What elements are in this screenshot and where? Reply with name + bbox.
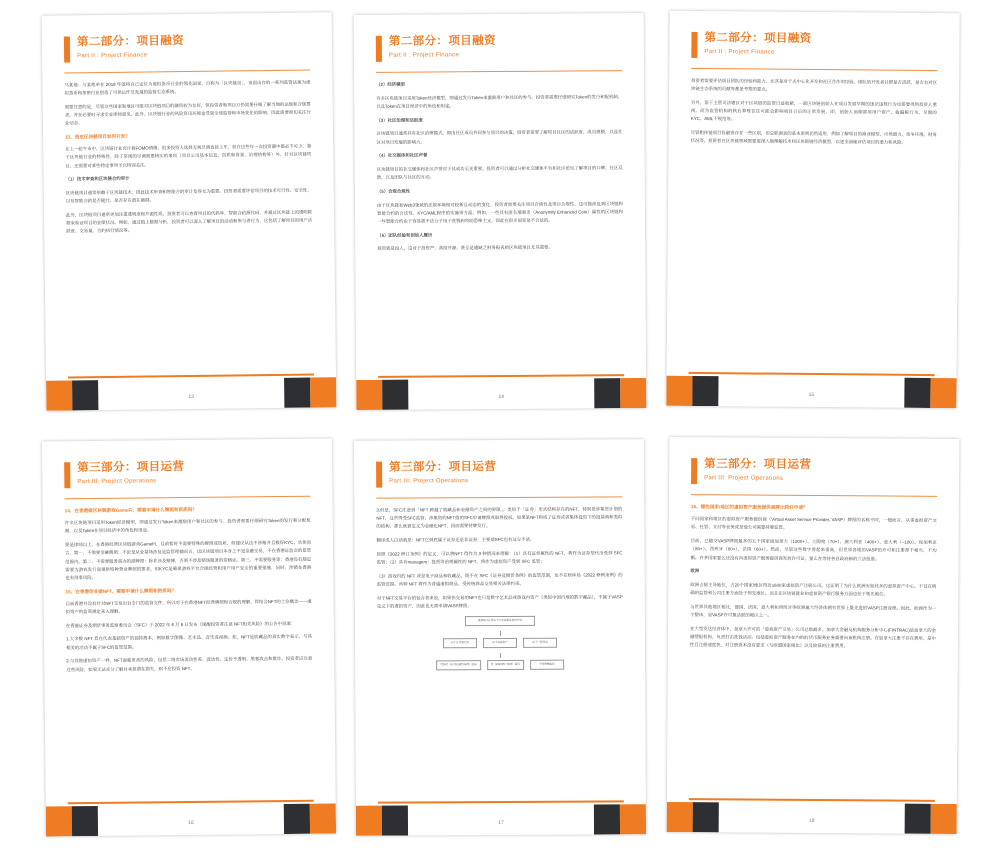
paragraph: 不同国家和地区的虚拟资产服务提供商（Virtual Asset Service Provider, VASP）牌照的名称不同，一般而言，从事虚拟资产交易、托管、支付等业务或是他公司需要持牌监管。 [690, 516, 937, 531]
paragraph: 在香港证券及期货事务监察委员会（SFC）于 2022 年 6 月 6 日发布《提醒投资者注意 NFT相关风险》的公告中说道： [65, 620, 296, 629]
flow-node: 不受金融监管 [530, 659, 564, 669]
paragraph: 翻译成人白话就是：NFT它到底属于证券还是非证券，主要部SFC也有这分不清。 [376, 536, 535, 543]
paragraph: 由于区块链和Web3领域的法规环境相对较新且动态的变化，投资者需要关注项目合规性及项目合规性。这可能涉及到区块链和智能合约的合法性、KYC/AML程序的实施等方面。例如，一些具有匿名增强币（Anonymity Enhanced Coin）属性的区块链和一些智能合约由于容易被不法分子用于洗钱和资助恐怖主义，因此在很多国家是不合法的。 [376, 200, 624, 224]
page-body [691, 77, 938, 153]
paragraph: 目前，已随交VASP牌照最多的五个国家组加拿大（1200+）、立陶宛（70+）、澳大利亚（400+）、意大利（~100）、保加利亚（80+）、西班牙（60+）、法国（60+）。然而，尽管这些数字看起来很高，但世界各地的VASP的许可和注册却不相当，不均衡。许多国家要么还没有向虚拟资产服务提供商发放许可证，要么在等待各自政府新的立法批准。 [690, 538, 937, 561]
page-footer [356, 368, 646, 410]
page-number: 15 [808, 391, 815, 399]
paragraph: 区块链项目通常依赖于区块链技术，因此技术审查和智能合约审计变得尤为重要。投资者需要评估项目的技术可行性、安全性，以及智能合约是否健壮，是否存在潜在漏洞。 [65, 187, 312, 204]
footer-rule [68, 373, 314, 378]
page-header [691, 31, 937, 60]
header-title-en: Part III: Project Operations [704, 475, 784, 482]
paragraph: 许多区块链项目采用Token经济模型，即通过发行Token来激励用户和社区的参与。投资者需要仔细研究Token的发行和分配机制，以及Token在项目经济中的角色和用途。 [64, 517, 311, 534]
question-heading: 16、哪些国家/地区的虚拟资产服务提供商牌比较好申请？ [690, 504, 808, 510]
header-accent-bar [64, 462, 70, 488]
header-title-cn: 第三部分：项目运营 [704, 458, 812, 471]
document-page[interactable] [354, 13, 647, 410]
header-title-en: Part III: Project Operations [389, 478, 469, 485]
paragraph: 此外，区块链项目通常更加注重透明度和开源性质。投资者可以查看项目的代码库、智能合约源代码，并通过区块链上的透明数据来验证项目的业绩状况。例如，通过链上数据分析，投资者可以深入了解项目的活动和参与者行为，这包括了解项目的用户活跃度、交易量、合约执行情况等。 [66, 209, 313, 234]
flow-node: 属于虚拟资产 [483, 637, 517, 647]
paragraph: 1.大多数 NFT 旨在代表基础资产的独特拷本，例如数字图像、艺术品、音乐或视频。如，NFT是收藏品的真实数字表示，与其相关的活动不属于SFC的监管范围。 [65, 634, 313, 650]
header-title-en: Part II : Project Finance [704, 49, 775, 56]
subheading: （1）技术审查和区块链合约审计 [65, 176, 130, 182]
document-page[interactable] [42, 12, 337, 411]
paragraph: 在大型发达经济体中，加拿大许可的「虚拟资产交易」公司总数最多。加拿大金融及机构服务分析中心(FINTRAC)是加拿大的金融情报机构，负责打击洗钱活动。包括虚拟资产服务在内的的货币服务业务需要向该机构注册。在加拿大注册不存在费用，是中性且注册速度快，对注册资本没有要求（与欧盟国家相比）以及较低的注册费用。 [689, 625, 937, 649]
header-title-en: Part II : Project Finance [388, 52, 460, 59]
paragraph: 需要注意的是，尽管这些国家和地区可能对区块链项目的融资较为友好，但投资者和项目方仍需要仔细了解当地的法规和合规要求，并在必要时寻求专业律师意见。此外，区块链行业的风险资讯环境也受到全球监管和市场变化的影响，因此需要密切关注行业动态。 [64, 101, 311, 126]
page-body [690, 503, 937, 657]
paragraph: 马某他：与某他单在 2018 年就将自己定位为虚拟货币行业的领先国家，自称为「区块链岛」，该国出台的一系列监管法案为虚拟货币和加密行业创造了可供运作及发展的监管生态系统。 [64, 79, 311, 96]
paragraph: 区块链项目的社交媒体和社区声誉对于其成功至关重要。投资者可以通过分析社交媒体平台和社区论坛了解项目的口碑、社区反馈，以及团队与社区的互动。 [376, 165, 623, 180]
flow-node: 属于一般商品 [523, 637, 557, 647]
paragraph: （3）游戏内的 NFT 或是电子商品和收藏品，既不在 SFC《证券及期货条例》的监管范围，也不在财库局《2022 修例条例》的监管范围。该种 NFT 将作为普通虚拟商品、受传统商品交易相关法律约束。 [376, 572, 623, 587]
subheading: （4）社交媒体和社区声誉 [376, 152, 428, 159]
page-footer [667, 792, 957, 834]
page-footer [666, 366, 956, 409]
paragraph: 3.但是，SFC注意到「NFT 跨越了收藏品和金融资产之间的界限」。类似于「证券」形式结构存在的NFT、特别是涉集资计划的NFT，这些得受SFC监管，涉集资的NFT值的SFC申请牌照或取得投权。如果某NFT构成了证券或者集体投资下的投基典和类似的结构，那么就被定义为金融化NFT，因而需要持牌发行。 [376, 506, 623, 530]
page-number: 18 [808, 817, 815, 825]
page-header [691, 457, 937, 486]
footer-rule [378, 374, 624, 377]
subheading: （5）合规合规性 [376, 188, 411, 194]
paragraph: 要是律师以上，在香港经营区块链游戏GameFi，目前暂时不需要特殊的牌照或资质，但建议从法不涉赌并且极好KYC。具体而言，第一、不需要金融牌照：不论是从业基场涉及是监管理辅而言，这区块链项目本身之不是金融交易，不在香港证监会的监管范围内。第二、不需要服务需办的游牌照：除非涉及赌博，否则不涉及赌场服务的资格证。第三、不需要服务等：香港没有规定需要为游戏发行商提供特种营业牌照的要求，但KYC是确保游戏平台合规经营和用户用户安全的重要措施，同时，涉赌在香港也有刑事风险。 [64, 539, 312, 581]
paragraph: 投资就是投人，这对于投资严、高度开源、甚至是逾缺乏财务报表的区块链项目尤其重要。 [377, 244, 553, 252]
paragraph: 欧洲占据主导地位，占20个国家/地区得近1600家虚拟资产注册公司。这证明了为什么欧洲有如此多的虚拟资产中心。不仅在明确的监管和公司注册方面处于领先地位。而且在区块链就业和虚拟资产银行服务方面也处于领先地位。 [690, 582, 937, 597]
header-title-cn: 第二部分：项目融资 [76, 35, 185, 49]
document-page[interactable] [354, 439, 646, 836]
paragraph: 区块链项目通常具有社区治理模式，即由社区成员共同参与项目的决策。投资者需要了解项目社区的活跃度、成员规模，以及社区对项目发展的影响力。 [376, 129, 623, 145]
subheading: （3）社区治理和活跃度 [376, 117, 423, 123]
page-body [64, 79, 312, 242]
header-accent-bar [691, 32, 697, 58]
footer-rule [689, 798, 935, 801]
header-title-en: Part III: Project Operations [77, 478, 157, 486]
footer-rule [689, 372, 935, 376]
page-header [376, 459, 622, 487]
document-page[interactable] [666, 11, 959, 409]
header-title-cn: 第二部分：项目融资 [704, 32, 812, 45]
page-number: 14 [498, 393, 505, 401]
header-title-cn: 第二部分：项目融资 [388, 35, 496, 48]
flow-node: 受SFC《证券及期货条例》监管 [436, 660, 480, 670]
paragraph: 按照《2022 修订条例》的定义，可以将NFT 得作为 3 种情况来理解：（1）具有证券属性的 NFT，将作为证券型代币受到 SFC 监管；（2）具有managers：投票等治理属性的 NFT，将作为虚拟资产受到 SFC 监管； [376, 550, 623, 565]
subheading: （2）经济模型 [376, 81, 405, 87]
header-rule [376, 70, 622, 73]
subheading: 欧洲 [690, 568, 700, 574]
header-accent-bar [376, 36, 382, 62]
page-footer [46, 367, 336, 411]
paragraph: 尽管粗传链项目投融资存在一些区别，但总职调查的基本原则仍然适用，例如了解项目的商业模型、市场潜力、竞争环境、财务状况等。投资者在区块链领域需要更深入地理解技术和区块链链经济模型，以更全面地评估项目的潜力和风险。 [690, 129, 937, 146]
question-heading: 13、选定区块链项目如何开发？ [65, 133, 130, 140]
page-header [64, 33, 310, 63]
flow-node: 属于证券型代币 [443, 638, 477, 648]
header-rule [376, 496, 622, 498]
paragraph: 与世界其他地区相比，德国、法国、意大利和西班牙等欧洲最大经济体拥有世界上最先进的VASP注册流程。因此，欧洲作为一个整体，是VASP许可最活跃的地区之一。 [690, 603, 937, 618]
document-page[interactable] [42, 438, 336, 836]
header-title-cn: 第三部分：项目运营 [77, 461, 185, 475]
page-number: 16 [188, 819, 194, 827]
nft-classification-flowchart [400, 615, 600, 670]
paragraph: 在上一轮牛市中，区块链行业充斥着FOMO情绪。很多投资人选择无视尽调直接上车，但在这些年一次投资潮中都必不可少。鉴于区块链行业的特殊性，除了常规的尽调需要核实的事项（项目公司基本信息、资质和背景、治理结构等）外，针对区块链项目，还需要对某些特定事项予以特别关注。 [65, 143, 312, 169]
footer-rule [378, 800, 624, 803]
header-accent-bar [64, 36, 70, 62]
page-footer [46, 793, 336, 836]
document-page[interactable] [667, 437, 960, 834]
paragraph: 目前香港并没有针对NFT交易出台专门的监管文件，所以对于在香港NFT经营牌照和合规的理解，得结合NFT的土位概念——虚拟资产的监管规定来入理解。 [65, 598, 312, 615]
header-accent-bar [691, 458, 697, 484]
page-body [376, 505, 623, 676]
header-title-cn: 第三部分：项目运营 [389, 461, 497, 474]
page-body [65, 505, 313, 680]
flow-node: 某项NFT是否属于证券或集体投资计划 [465, 615, 535, 625]
paragraph: 许多区块链项目采用Token经济模型，即通过发行Token来激励用户和社区的参与。投资者需要仔细研究Token的发行和配机制，以及Token在项目经济中的角色和用途。 [376, 93, 623, 109]
paragraph: 另外，鉴于主管司法辖区对于区块链的监管日益收紧，一部区块链创始人在项目发展早期的违法违规行为也需要得到投资人重视，而为监管机构的秋后算账往往可能会影响项目日后的正常发展。即，创始人前期部用用户资产、偷漏税行为、早期的KYC、AML不规范等。 [690, 99, 937, 122]
paragraph: 2.与其他虚拟资产一样，NFT面临更高的风险，包括二级市场流动性差、波动性、定价不透明、黑客攻击和欺诈。投资者应注意这些风险，如果无法充分了解并承担潜在损失，则不应投资 NFT。 [66, 656, 313, 672]
page-body [376, 79, 623, 259]
header-rule [691, 494, 937, 497]
paragraph: 对于NFT交易平台的包含者来说，如果你交易的NFT也只是数字艺术品或游戏内资产（类似中国内地的数字藏品），不属于VASP定义下的虚拟资产，因此也无需申请VASP牌照。 [376, 593, 623, 609]
flow-node: 受《2022修订条例》监管 [487, 659, 524, 669]
question-heading: 15、在香港创业做NFT，需要申请什么牌照和资质吗？ [65, 587, 177, 594]
page-footer [356, 794, 646, 836]
page-header [64, 459, 310, 489]
page-header [376, 33, 622, 62]
header-title-en: Part II : Project Finance [77, 52, 148, 60]
subheading: （6）团队经验和创始人履历 [377, 232, 433, 238]
header-rule [64, 70, 310, 74]
header-rule [65, 496, 311, 500]
header-accent-bar [376, 462, 382, 488]
question-heading: 14、在香港做区块链游戏GameFi，需要申请什么牌照和资质吗？ [64, 506, 197, 514]
paragraph: 投资者需要评估项目团队的经验和能力，尤其是对于去中心化开发和社区合作的经验、团队的开发者社群是否活跃，是否有对区块链生态系统的贡献等都是考察的要点。 [691, 77, 938, 92]
page-number: 13 [188, 393, 195, 401]
header-rule [691, 68, 937, 71]
page-number: 17 [498, 819, 504, 827]
footer-rule [68, 800, 314, 804]
